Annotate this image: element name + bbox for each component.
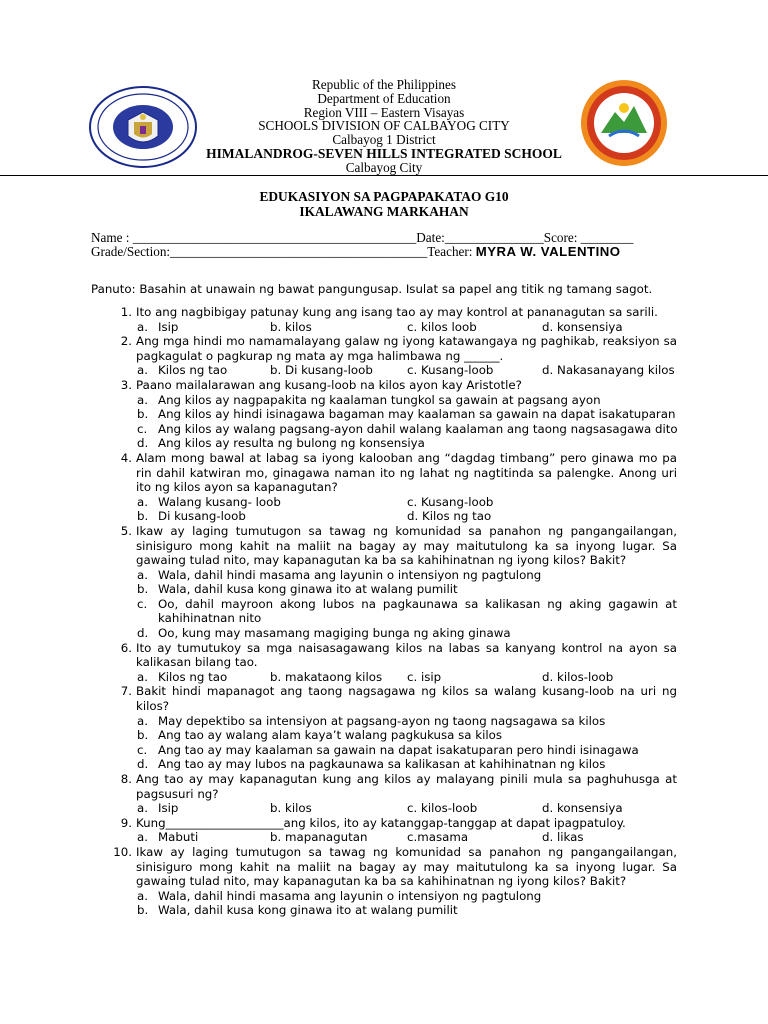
choice-text: Wala, dahil hindi masama ang layunin o intensiyon ng pagtulong [158, 888, 542, 903]
question-item [0, 772, 768, 816]
choice-option: d. konsensiya [542, 801, 623, 816]
question-text: Ito ang nagbibigay patunay kung ang isang tao ay may kontrol at pananagutan sa sarili. [136, 305, 658, 319]
question-number: 3. [120, 377, 132, 392]
choice-row [0, 801, 768, 816]
choice-letter: b. [137, 509, 149, 524]
question-item [0, 641, 768, 685]
question-text: Ito ay tumutukoy sa mga naisasagawang kilos na labas sa kanyang kontrol na ayon sa kalikasan bilang tao. [136, 640, 677, 670]
choice-letter: a. [137, 392, 148, 407]
exam-title-line1: EDUKASIYON SA PAGPAPAKATAO G10 [259, 189, 509, 204]
choice-letter: a. [137, 888, 148, 903]
choice-option: Isip [158, 801, 179, 816]
choice-text: Ang tao ay may kaalaman sa gawain na dapat isakatuparan pero hindi isinagawa [158, 742, 639, 757]
choice-option [0, 407, 768, 422]
question-number: 1. [120, 305, 132, 319]
header-line: Calbayog 1 District [332, 132, 436, 148]
exam-title-line2: IKALAWANG MARKAHAN [299, 203, 469, 219]
exam-title [0, 190, 768, 219]
choice-option-continued [0, 611, 768, 626]
choice-option: b. mapanagutan [270, 830, 368, 845]
choice-row [0, 670, 768, 685]
choice-text: Oo, kung may masamang magiging bunga ng aking ginawa [158, 626, 511, 641]
choice-option: d. likas [542, 830, 584, 845]
choice-row [0, 320, 768, 335]
choice-letter: d. [137, 436, 149, 451]
choice-option [0, 743, 768, 758]
choice-text: Ang tao ay walang alam kaya’t walang pagkukusa sa kilos [158, 728, 503, 743]
question-number: 7. [120, 684, 132, 699]
question-item [0, 305, 768, 334]
choice-letter: a. [137, 801, 148, 816]
choice-letter: b. [137, 728, 149, 743]
school-name: HIMALANDROG-SEVEN HILLS INTEGRATED SCHOOL [206, 145, 562, 161]
question-item [0, 524, 768, 641]
choice-text: Wala, dahil kusa kong ginawa ito at walang pumilit [158, 582, 458, 597]
question-item [0, 451, 768, 524]
question-item [0, 334, 768, 378]
choice-text: kahihinatnan nito [158, 611, 262, 626]
header-line: Region VIII – Eastern Visayas [303, 104, 465, 120]
choice-option: Walang kusang- loob [158, 494, 281, 509]
choice-option: d. konsensiya [542, 319, 623, 334]
choice-option: d. Kilos ng tao [407, 509, 492, 524]
choice-row [0, 363, 768, 378]
choice-text: Wala, dahil kusa kong ginawa ito at walang pumilit [158, 903, 458, 918]
choice-letter: a. [137, 713, 148, 728]
question-number: 2. [120, 334, 132, 349]
choice-letter: a. [137, 567, 148, 582]
choice-text: Ang tao ay may lubos na pagkaunawa sa kalikasan at kahihinatnan ng kilos [158, 757, 606, 772]
question-list [0, 305, 768, 918]
choice-option [0, 728, 768, 743]
choice-option [0, 757, 768, 772]
choice-letter: c. [137, 421, 148, 436]
city-name: Calbayog City [345, 159, 423, 175]
choice-text: Wala, dahil hindi masama ang layunin o intensiyon ng pagtulong [158, 567, 542, 582]
choice-option: c. kilos-loob [407, 801, 478, 816]
question-number: 9. [120, 815, 132, 830]
question-item [0, 845, 768, 918]
choice-letter: c. [137, 596, 148, 611]
question-text: Paano mailalarawan ang kusang-loob na kilos ayon kay Aristotle? [136, 377, 522, 392]
choice-option [0, 626, 768, 641]
choice-option [0, 889, 768, 904]
choice-letter: a. [137, 494, 148, 509]
question-item [0, 378, 768, 451]
question-item [0, 684, 768, 772]
header-line: SCHOOLS DIVISION OF CALBAYOG CITY [258, 118, 510, 134]
question-text: Ikaw ay laging tumutugon sa tawag ng komunidad sa panahon ng pangangailangan, sinisiguro mong kahit na maliit na bagay ay may maitutulong ka sa inyong lugar. Sa gawaing tulad nito, may kapanagutan ka ba sa kahihinatnan ng iyong kilos? Bakit? [136, 523, 677, 568]
grade-section-label: Grade/Section:_______________________________________Teacher: [91, 244, 476, 259]
instructions: Panuto: Basahin at unawain ng bawat pangungusap. Isulat sa papel ang titik ng tamang sagot. [91, 282, 653, 296]
question-item [0, 816, 768, 845]
choice-letter: d. [137, 757, 149, 772]
choice-letter: b. [137, 903, 149, 918]
choice-letter: d. [137, 626, 149, 641]
choice-letter: a. [137, 363, 148, 378]
choice-option [0, 393, 768, 408]
choice-option [0, 597, 768, 612]
choice-option: b. kilos [270, 801, 312, 816]
choice-option: Kilos ng tao [158, 363, 228, 378]
choice-letter: c. [137, 742, 148, 757]
choice-option: Di kusang-loob [158, 509, 246, 524]
choice-option [0, 422, 768, 437]
choice-option: c. Kusang-loob [407, 363, 494, 378]
question-text: Ang tao ay may kapanagutan kung ang kilos ay malayang pinili mula sa paghuhusga at pagsusuri ng? [136, 772, 677, 801]
question-number: 6. [120, 640, 132, 655]
choice-option [0, 436, 768, 451]
choice-text: Oo, dahil mayroon akong lubos na pagkaunawa sa kalikasan ng aking gagawin at [158, 596, 677, 611]
choice-option [0, 903, 768, 918]
header-divider [0, 175, 768, 176]
choice-text: Ang kilos ay hindi isinagawa bagaman may kaalaman sa gawain na dapat isakatuparan [158, 407, 676, 422]
choice-letter: b. [137, 407, 149, 422]
choice-option: Kilos ng tao [158, 669, 228, 684]
choice-option: c. kilos loob [407, 319, 477, 334]
choice-option: b. Di kusang-loob [270, 363, 373, 378]
question-text: Bakit hindi mapanagot ang taong nagsagawa ng kilos sa walang kusang-loob na uri ng kilos? [136, 684, 677, 714]
choice-option [0, 568, 768, 583]
grade-teacher-field[interactable] [91, 244, 621, 260]
choice-row [0, 495, 768, 510]
choice-row [0, 830, 768, 845]
choice-letter: a. [137, 319, 148, 334]
choice-letter: a. [137, 830, 148, 845]
choice-row [0, 509, 768, 524]
question-number: 4. [120, 450, 132, 465]
choice-option: d. kilos-loob [542, 669, 614, 684]
question-text: Alam mong bawal at labag sa iyong kalooban ang “dagdag timbang” pero ginawa mo pa rin dahil katwiran mo, ginagawa naman ito ng lahat ng nagtitinda sa palengke. Anong uri ito ng kilos ayon sa kapanagutan? [136, 450, 677, 495]
choice-letter: b. [137, 582, 149, 597]
question-text: Kung____________________ang kilos, ito ay katanggap-tanggap at dapat ipagpatuloy. [136, 815, 626, 830]
header-line: Department of Education [317, 90, 451, 106]
choice-text: Ang kilos ay walang pagsang-ayon dahil walang kaalaman ang taong nagsasagawa dito [158, 421, 678, 436]
choice-text: Ang kilos ay nagpapakita ng kaalaman tungkol sa gawain at pagsang ayon [158, 392, 601, 407]
school-header [0, 78, 768, 175]
choice-letter: a. [137, 669, 148, 684]
choice-option: b. kilos [270, 319, 312, 334]
question-number: 8. [120, 772, 132, 786]
choice-text: Ang kilos ay resulta ng bulong ng konsensiya [158, 436, 425, 451]
teacher-name: MYRA W. VALENTINO [475, 244, 621, 259]
choice-option: c. isip [407, 669, 442, 684]
name-date-score-field[interactable]: Name : ___________________________________________Date:_______________Score: ________ [91, 230, 634, 245]
choice-option: d. Nakasanayang kilos [542, 363, 675, 378]
choice-option: b. makataong kilos [270, 669, 383, 684]
choice-option: Mabuti [158, 830, 199, 845]
header-line: Republic of the Philippines [312, 77, 456, 92]
question-number: 10. [113, 844, 132, 859]
choice-text: May depektibo sa intensiyon at pagsang-ayon ng taong nagsagawa sa kilos [158, 713, 606, 728]
choice-option: c. Kusang-loob [407, 494, 494, 509]
choice-option [0, 582, 768, 597]
choice-option [0, 714, 768, 729]
question-number: 5. [120, 523, 132, 538]
question-text: Ang mga hindi mo namamalayang galaw ng iyong katawangaya ng paghikab, reaksiyon sa pagkagulat o pagkurap ng mata ay mga halimbawa ng ______. [136, 334, 677, 363]
choice-option: Isip [158, 319, 179, 334]
question-text: Ikaw ay laging tumutugon sa tawag ng komunidad sa panahon ng pangangailangan, sinisiguro mong kahit na maliit na bagay ay may maitutulong ka sa inyong lugar. Sa gawaing tulad nito, may kapanagutan ka ba sa kahihinatnan ng iyong kilos? Bakit? [136, 844, 677, 889]
choice-option: c.masama [407, 830, 469, 845]
